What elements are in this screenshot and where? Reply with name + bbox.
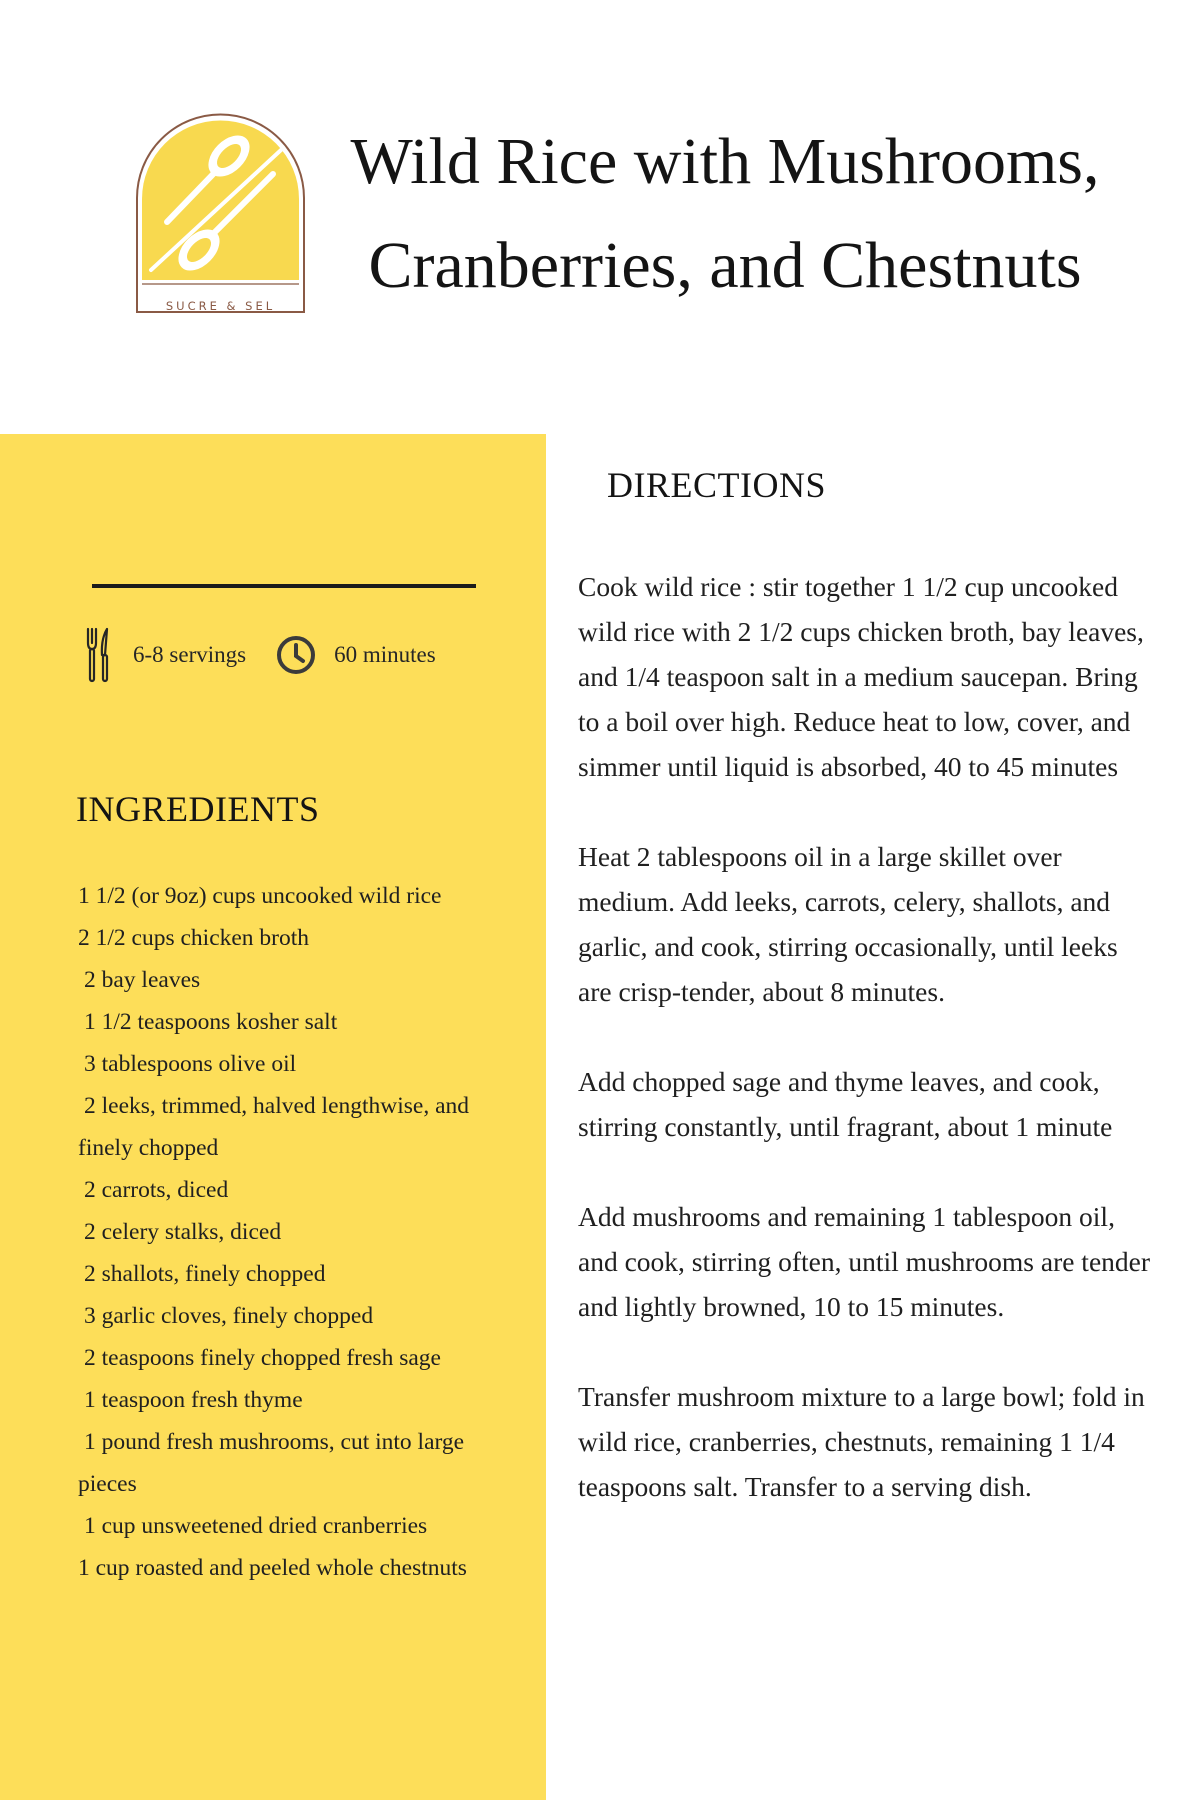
ingredient-item: 2 shallots, finely chopped bbox=[84, 1261, 326, 1287]
recipe-title-line-1: Wild Rice with Mushrooms, bbox=[350, 125, 1100, 198]
ingredients-list bbox=[78, 875, 533, 1589]
ingredient-item-continued: pieces bbox=[78, 1471, 137, 1497]
direction-step: Add chopped sage and thyme leaves, and cook, stirring constantly, until fragrant, about 1 minute bbox=[578, 1066, 1113, 1142]
directions-list bbox=[578, 564, 1156, 1554]
ingredients-heading: INGREDIENTS bbox=[76, 789, 320, 829]
ingredient-item: 1 cup unsweetened dried cranberries bbox=[84, 1513, 428, 1539]
ingredient-item: 2 1/2 cups chicken broth bbox=[78, 925, 310, 951]
fork-knife-icon bbox=[85, 627, 111, 683]
ingredient-item: 3 garlic cloves, finely chopped bbox=[84, 1303, 374, 1329]
sucre-et-sel-logo bbox=[133, 112, 308, 317]
recipe-meta bbox=[85, 630, 436, 680]
ingredient-item: 2 celery stalks, diced bbox=[84, 1219, 282, 1245]
servings-text: 6-8 servings bbox=[133, 642, 247, 667]
ingredient-item: 2 carrots, diced bbox=[84, 1177, 229, 1203]
utensils-logo-icon bbox=[133, 112, 308, 317]
ingredient-item: 1 1/2 (or 9oz) cups uncooked wild rice bbox=[78, 883, 442, 909]
recipe-title bbox=[330, 110, 1120, 318]
ingredient-item-continued: finely chopped bbox=[78, 1135, 219, 1161]
ingredient-item: 2 bay leaves bbox=[84, 967, 201, 993]
ingredients-panel bbox=[0, 434, 546, 1800]
ingredient-item: 1 1/2 teaspoons kosher salt bbox=[84, 1009, 338, 1035]
direction-step: Heat 2 tablespoons oil in a large skillet over medium. Add leeks, carrots, celery, shallots, and garlic, and cook, stirring occasionally, until leeks are crisp-tender, about 8 minutes. bbox=[578, 841, 1118, 1007]
directions-heading: DIRECTIONS bbox=[607, 465, 826, 505]
time-text: 60 minutes bbox=[334, 642, 436, 667]
direction-step: Cook wild rice : stir together 1 1/2 cup uncooked wild rice with 2 1/2 cups chicken broth, bay leaves, and 1/4 teaspoon salt in a medium saucepan. Bring to a boil over high. Reduce heat to low, cover, and simmer until liquid is absorbed, 40 to 45 minutes bbox=[578, 571, 1144, 782]
direction-step: Transfer mushroom mixture to a large bowl; fold in wild rice, cranberries, chestnuts, remaining 1 1/4 teaspoons salt. Transfer to a serving dish. bbox=[578, 1381, 1145, 1502]
direction-step: Add mushrooms and remaining 1 tablespoon oil, and cook, stirring often, until mushrooms are tender and lightly browned, 10 to 15 minutes. bbox=[578, 1201, 1151, 1322]
ingredient-item: 1 teaspoon fresh thyme bbox=[84, 1387, 303, 1413]
divider bbox=[92, 584, 476, 588]
recipe-title-line-2: Cranberries, and Chestnuts bbox=[368, 229, 1082, 302]
ingredient-item: 1 pound fresh mushrooms, cut into large bbox=[84, 1429, 465, 1455]
logo-caption: SUCRE & SEL bbox=[165, 299, 276, 313]
ingredient-item: 3 tablespoons olive oil bbox=[84, 1051, 297, 1077]
ingredient-item: 2 teaspoons finely chopped fresh sage bbox=[84, 1345, 441, 1371]
ingredient-item: 1 cup roasted and peeled whole chestnuts bbox=[78, 1555, 467, 1581]
ingredient-item: 2 leeks, trimmed, halved lengthwise, and bbox=[84, 1093, 470, 1119]
clock-icon bbox=[276, 635, 316, 675]
